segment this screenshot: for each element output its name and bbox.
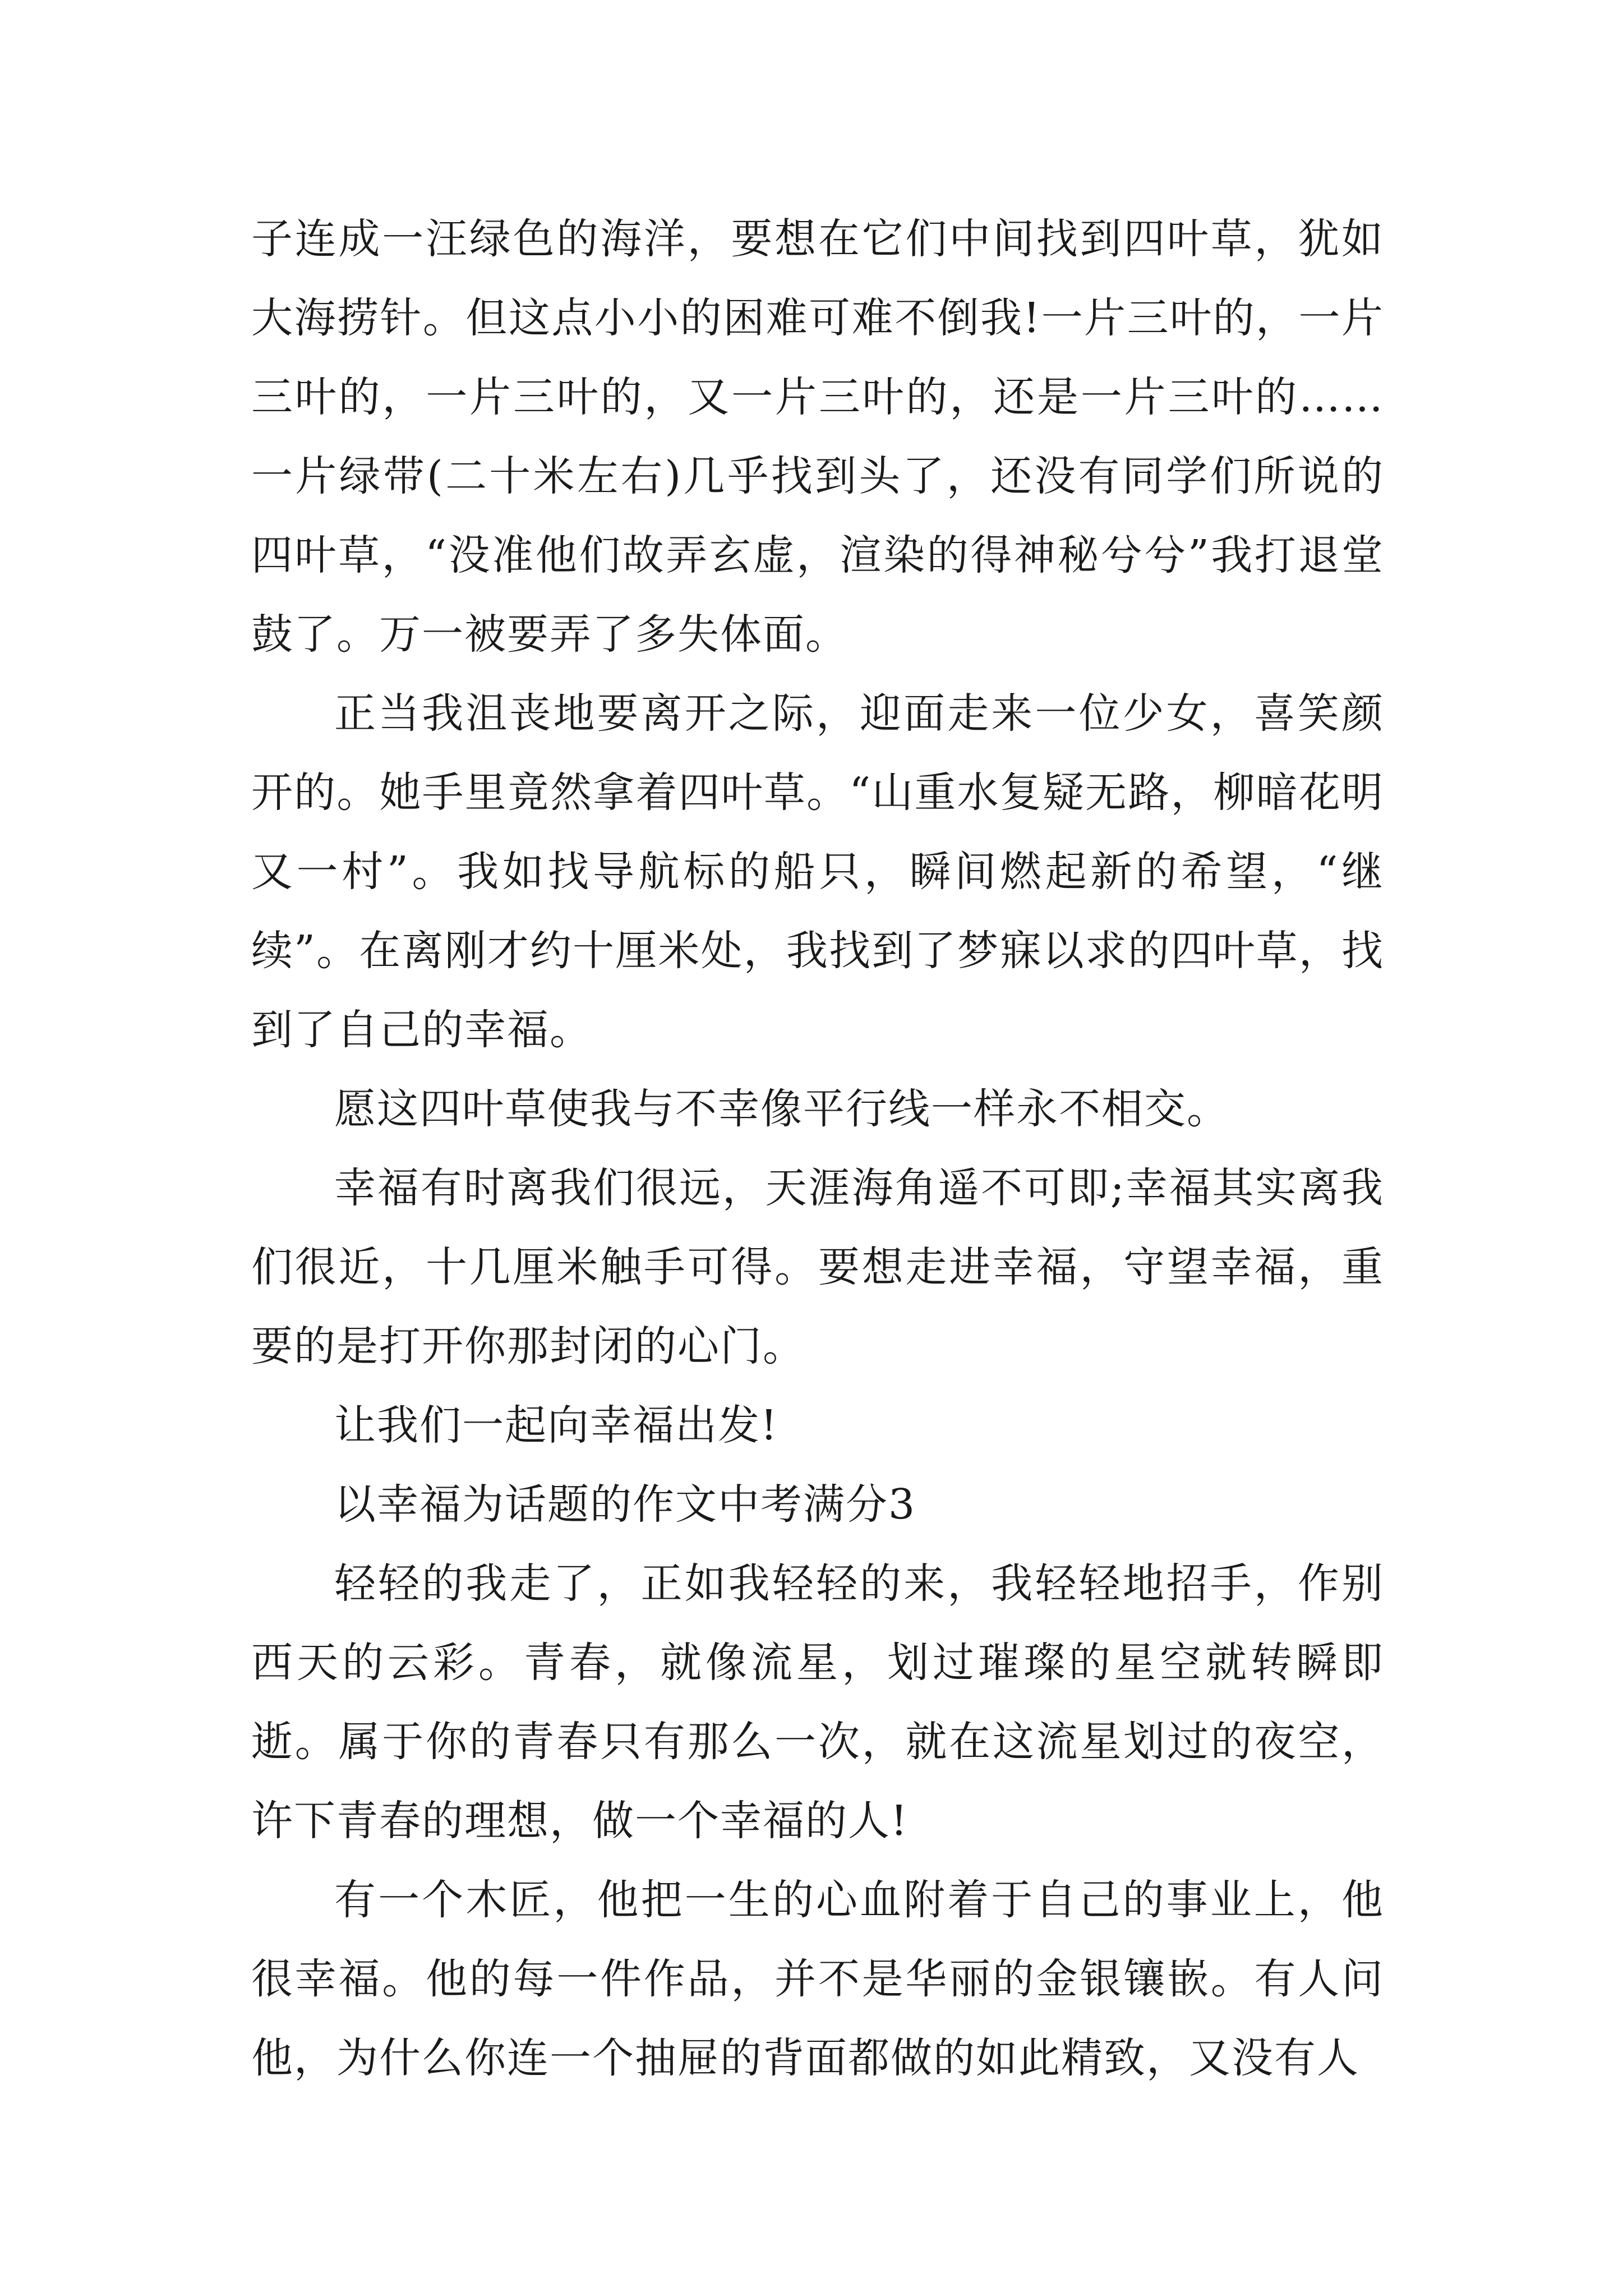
paragraph-4: 幸福有时离我们很远，天涯海角遥不可即;幸福其实离我们很近，十几厘米触手可得。要想走进幸福，守望幸福，重要的是打开你那封闭的心门。 xyxy=(251,1164,1384,1370)
paragraph-6: 轻轻的我走了，正如我轻轻的来，我轻轻地招手，作别西天的云彩。青春，就像流星，划过璀璨的星空就转瞬即逝。属于你的青春只有那么一次，就在这流星划过的夜空，许下青春的理想，做一个幸福的人! xyxy=(251,1559,1384,1845)
document-page xyxy=(251,200,1384,2098)
section-heading: 以幸福为话题的作文中考满分3 xyxy=(334,1480,916,1529)
paragraph-2: 正当我沮丧地要离开之际，迎面走来一位少女，喜笑颜开的。她手里竟然拿着四叶草。“山重水复疑无路，柳暗花明又一村”。我如找导航标的船只，瞬间燃起新的希望，“继续”。在离刚才约十厘米处，我找到了梦寐以求的四叶草，找到了自己的幸福。 xyxy=(251,689,1384,1054)
paragraph-3: 愿这四叶草使我与不幸像平行线一样永不相交。 xyxy=(334,1085,1229,1133)
paragraph-1: 子连成一汪绿色的海洋，要想在它们中间找到四叶草，犹如大海捞针。但这点小小的困难可难不倒我!一片三叶的，一片三叶的，一片三叶的，又一片三叶的，还是一片三叶的……一片绿带(二十米左右)几乎找到头了，还没有同学们所说的四叶草，“没准他们故弄玄虚，渲染的得神秘兮兮”我打退堂鼓了。万一被要弄了多失体面。 xyxy=(251,215,1384,659)
paragraph-7: 有一个木匠，他把一生的心血附着于自己的事业上，他很幸福。他的每一件作品，并不是华丽的金银镶嵌。有人问他，为什么你连一个抽屉的背面都做的如此精致，又没有人 xyxy=(251,1876,1384,2082)
paragraph-5: 让我们一起向幸福出发! xyxy=(334,1401,778,1450)
